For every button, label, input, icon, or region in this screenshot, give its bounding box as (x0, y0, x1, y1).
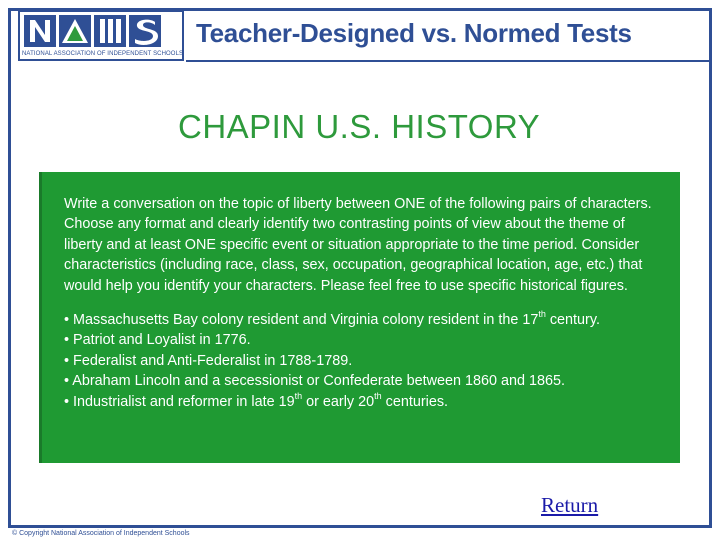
assignment-box (39, 172, 680, 463)
assignment-prompt: Write a conversation on the topic of liberty between ONE of the following pairs of characters. Choose any format and clearly identify two contrasting points of view about the theme of liberty and at least ONE specific event or situation appropriate to the time period. Consider characteristics (including race, class, sex, occupation, geographical location, age, etc.) that would help you identify your characters. Please feel free to use specific historical figures. (64, 196, 652, 294)
nais-logo (18, 10, 184, 61)
list-item: • Massachusetts Bay colony resident and Virginia colony resident in the 17th century. (64, 309, 600, 329)
list-item: • Industrialist and reformer in late 19th or early 20th centuries. (64, 390, 449, 410)
header-title: Teacher-Designed vs. Normed Tests (196, 18, 632, 48)
list-item: • Abraham Lincoln and a secessionist or Confederate between 1860 and 1865. (64, 373, 566, 390)
slide-title: CHAPIN U.S. HISTORY (178, 108, 541, 145)
copyright-notice: © Copyright National Association of Independent Schools (12, 530, 190, 537)
list-item: • Federalist and Anti-Federalist in 1788-1789. (64, 352, 353, 369)
return-link[interactable]: Return (541, 493, 599, 517)
pair-list (64, 310, 664, 412)
logo-caption: NATIONAL ASSOCIATION OF INDEPENDENT SCHOOLS (22, 51, 184, 57)
list-item: • Patriot and Loyalist in 1776. (64, 332, 251, 349)
header-divider (186, 60, 709, 62)
nais-logo-icon (22, 14, 180, 48)
